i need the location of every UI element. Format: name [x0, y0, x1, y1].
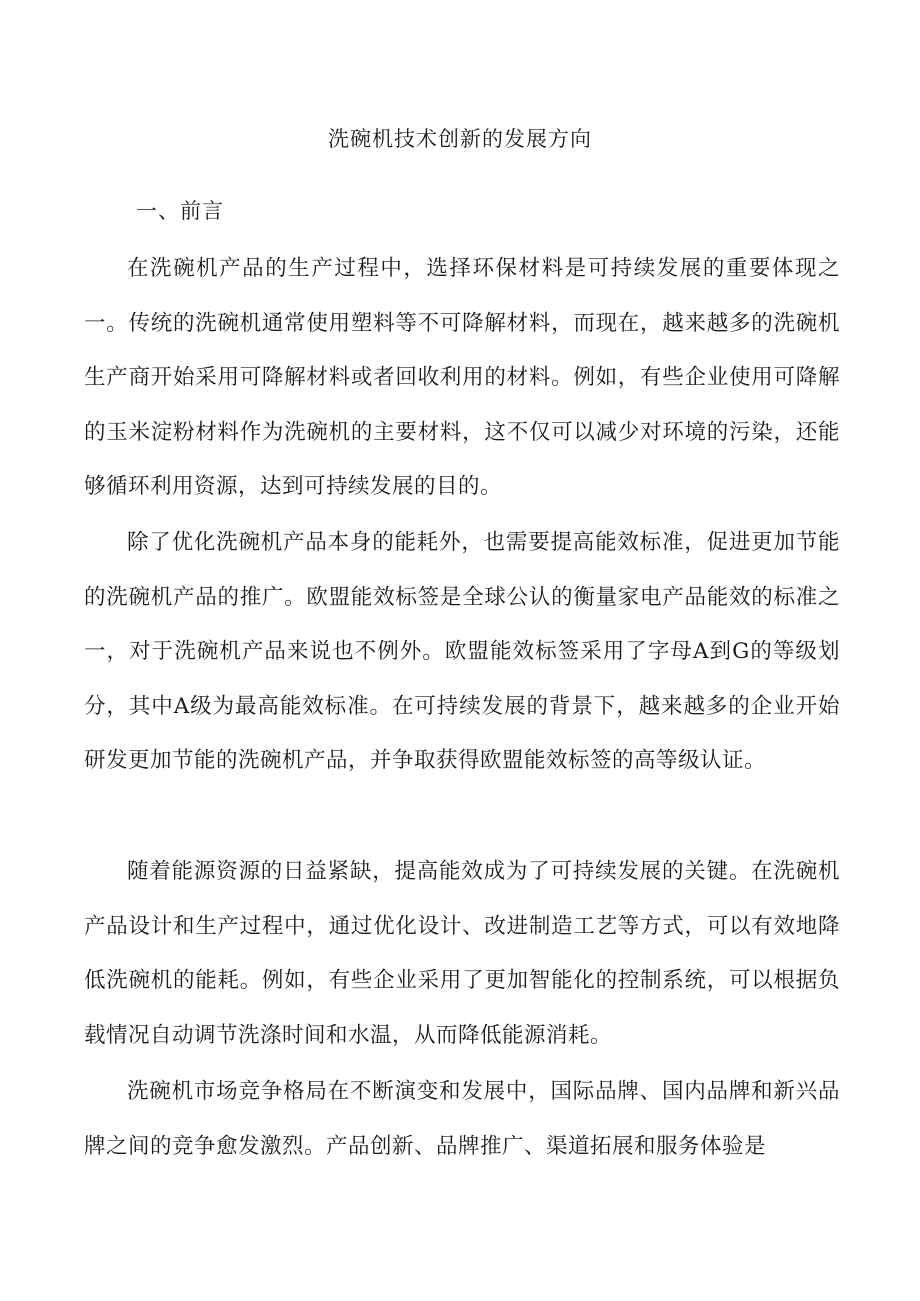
paragraph-3: 随着能源资源的日益紧缺，提高能效成为了可持续发展的关键。在洗碗机产品设计和生产过程中，通过优化设计、改进制造工艺等方式，可以有效地降低洗碗机的能耗。例如，有些企业采用了更加智能化的控制系统，可以根据负载情况自动调节洗涤时间和水温，从而降低能源消耗。 — [84, 859, 840, 1048]
document-title: 洗碗机技术创新的发展方向 — [328, 127, 592, 151]
paragraph-2: 除了优化洗碗机产品本身的能耗外，也需要提高能效标准，促进更加节能的洗碗机产品的推广。欧盟能效标签是全球公认的衡量家电产品能效的标准之一，对于洗碗机产品来说也不例外。欧盟能效标签采用了字母A到G的等级划分，其中A级为最高能效标准。在可持续发展的背景下，越来越多的企业开始研发更加节能的洗碗机产品，并争取获得欧盟能效标签的高等级认证。 — [84, 530, 840, 773]
section-heading: 一、前言 — [136, 199, 224, 223]
paragraph-4: 洗碗机市场竞争格局在不断演变和发展中，国际品牌、国内品牌和新兴品牌之间的竞争愈发激烈。产品创新、品牌推广、渠道拓展和服务体验是 — [84, 1079, 840, 1159]
paragraph-1: 在洗碗机产品的生产过程中，选择环保材料是可持续发展的重要体现之一。传统的洗碗机通常使用塑料等不可降解材料，而现在，越来越多的洗碗机生产商开始采用可降解材料或者回收利用的材料。例如，有些企业使用可降解的玉米淀粉材料作为洗碗机的主要材料，这不仅可以减少对环境的污染，还能够循环利用资源，达到可持续发展的目的。 — [84, 256, 840, 499]
